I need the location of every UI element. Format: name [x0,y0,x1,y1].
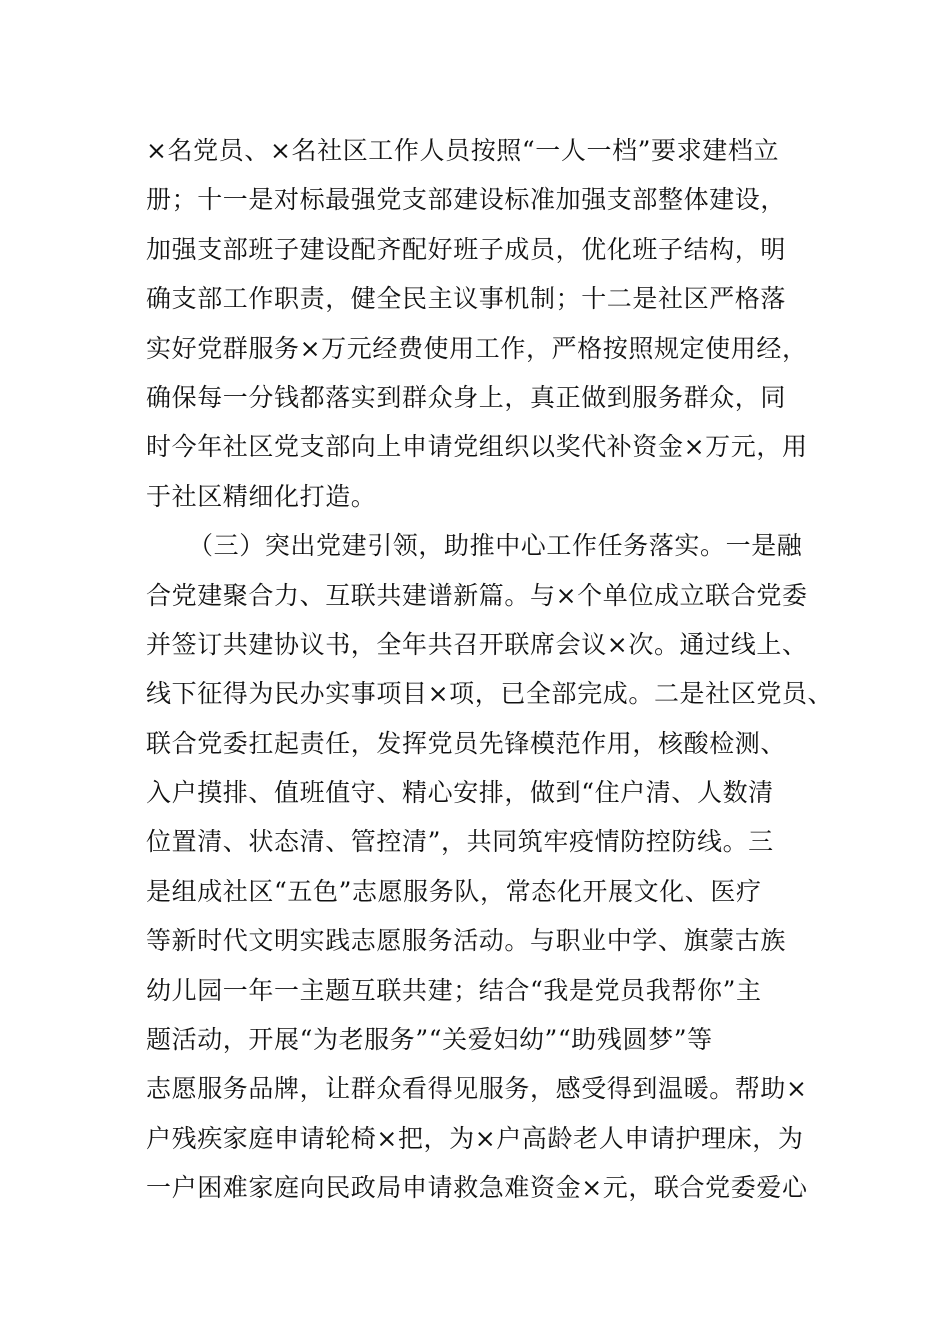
text-line: 线下征得为民办实事项目×项，已全部完成。二是社区党员、 [146,679,834,709]
text-line: 联合党委扛起责任，发挥党员先锋模范作用，核酸检测、 [146,728,787,758]
text-line: 确保每一分钱都落实到群众身上，真正做到服务群众，同 [146,382,787,412]
text-line: ×名党员、×名社区工作人员按照“一人一档”要求建档立 [146,136,780,165]
paragraph-heading-line: （三）突出党建引领，助推中心工作任务落实。一是融 [188,531,803,561]
text-line: 题活动，开展“为老服务”“关爱妇幼”“助残圆梦”等 [146,1025,713,1055]
text-line: 入户摸排、值班值守、精心安排，做到“住户清、人数清 [146,778,774,808]
text-line: 位置清、状态清、管控清”，共同筑牢疫情防控防线。三 [146,827,774,857]
text-line: 确支部工作职责，健全民主议事机制；十二是社区严格落 [146,284,787,314]
text-line: 志愿服务品牌，让群众看得见服务，感受得到温暖。帮助× [146,1074,808,1104]
text-line: 户残疾家庭申请轮椅×把，为×户高龄老人申请护理床，为 [146,1123,804,1153]
text-line: 合党建聚合力、互联共建谱新篇。与×个单位成立联合党委 [146,580,808,610]
text-line: 时今年社区党支部向上申请党组织以奖代补资金×万元，用 [146,432,808,462]
text-line: 加强支部班子建设配齐配好班子成员，优化班子结构，明 [146,234,787,264]
document-body [0,126,950,1213]
text-line: 幼儿园一年一主题互联共建；结合“我是党员我帮你”主 [146,975,762,1005]
text-line: 册；十一是对标最强党支部建设标准加强支部整体建设， [146,185,787,215]
text-line: 是组成社区“五色”志愿服务队，常态化开展文化、医疗 [146,876,762,906]
text-line: 等新时代文明实践志愿服务活动。与职业中学、旗蒙古族 [146,926,787,956]
text-line: 并签订共建协议书，全年共召开联席会议×次。通过线上、 [146,629,808,659]
text-line: 实好党群服务×万元经费使用工作，严格按照规定使用经， [146,333,808,363]
text-line: 于社区精细化打造。 [146,481,377,511]
text-line: 一户困难家庭向民政局申请救急难资金×元，联合党委爱心 [146,1173,808,1203]
